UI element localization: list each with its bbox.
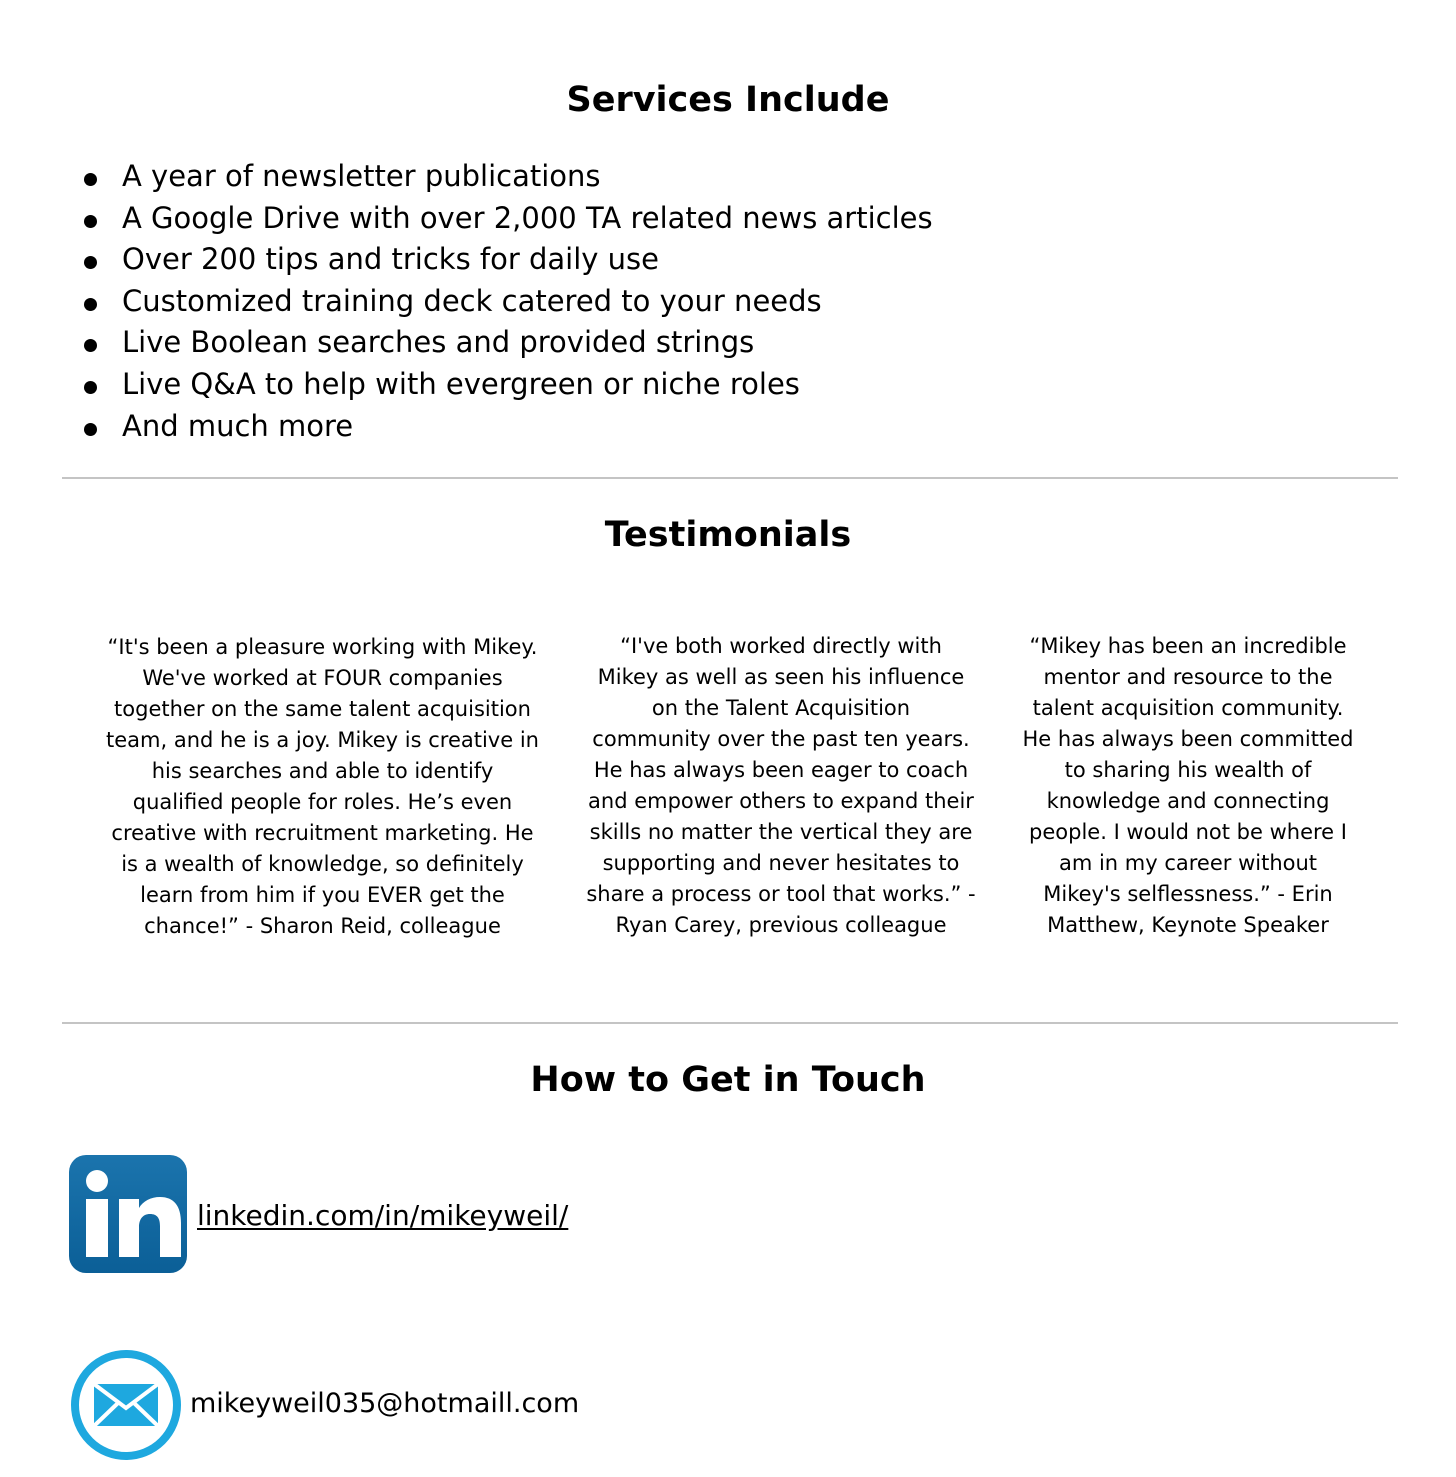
bullet-icon (84, 215, 97, 228)
services-item-text: And much more (122, 408, 354, 443)
testimonial-line: Mikey as well as seen his influence (597, 665, 965, 689)
testimonial-erin-matthew (1012, 631, 1364, 941)
testimonial-line: talent acquisition community. (1032, 696, 1344, 720)
envelope-icon[interactable] (70, 1349, 182, 1461)
testimonial-sharon-reid (100, 632, 545, 942)
testimonial-line: knowledge and connecting (1046, 789, 1330, 813)
section-divider (62, 477, 1398, 479)
testimonial-line: his searches and able to identify (151, 759, 494, 783)
linkedin-glyph (69, 1155, 187, 1273)
services-item-text: Live Q&A to help with evergreen or niche roles (122, 366, 800, 401)
envelope-glyph (70, 1349, 182, 1461)
services-list-item (84, 322, 933, 364)
bullet-icon (84, 339, 97, 352)
services-list (84, 156, 933, 447)
testimonial-line: supporting and never hesitates to (602, 851, 960, 875)
services-item-text: Customized training deck catered to your needs (122, 283, 822, 318)
testimonial-line: share a process or tool that works.” - (586, 882, 976, 906)
testimonial-line: He has always been eager to coach (593, 758, 969, 782)
testimonial-line: mentor and resource to the (1043, 665, 1333, 689)
testimonial-line: creative with recruitment marketing. He (111, 821, 534, 845)
testimonial-line: learn from him if you EVER get the (140, 883, 505, 907)
testimonial-line: We've worked at FOUR companies (142, 666, 503, 690)
testimonial-line: “It's been a pleasure working with Mikey. (107, 635, 538, 659)
testimonial-line: “I've both worked directly with (620, 634, 942, 658)
bullet-icon (84, 256, 97, 269)
bullet-icon (84, 173, 97, 186)
services-list-item (84, 281, 933, 323)
services-item-text: Live Boolean searches and provided strings (122, 325, 755, 360)
services-item-text: A Google Drive with over 2,000 TA related news articles (122, 200, 933, 235)
services-heading: Services Include (566, 80, 890, 120)
testimonial-line: together on the same talent acquisition (114, 697, 531, 721)
testimonial-line: to sharing his wealth of (1064, 758, 1312, 782)
testimonial-line: and empower others to expand their (588, 789, 974, 813)
testimonial-line: Ryan Carey, previous colleague (615, 913, 947, 937)
services-item-text: A year of newsletter publications (122, 159, 601, 193)
testimonial-line: is a wealth of knowledge, so definitely (121, 852, 524, 876)
services-list-item (84, 156, 933, 198)
testimonial-line: community over the past ten years. (592, 727, 970, 751)
testimonial-line: “Mikey has been an incredible (1029, 634, 1347, 658)
bullet-icon (84, 381, 97, 394)
testimonial-line: am in my career without (1058, 851, 1318, 875)
testimonial-line: skills no matter the vertical they are (589, 820, 973, 844)
email-address[interactable]: mikeyweil035@hotmaill.com (190, 1388, 580, 1419)
bullet-icon (84, 298, 97, 311)
testimonial-line: qualified people for roles. He’s even (132, 790, 513, 814)
services-list-item (84, 406, 933, 448)
testimonial-line: chance!” - Sharon Reid, colleague (144, 914, 501, 938)
bullet-icon (84, 423, 97, 436)
services-item-text: Over 200 tips and tricks for daily use (122, 242, 659, 277)
services-list-item (84, 239, 933, 281)
testimonials-heading: Testimonials (604, 515, 852, 555)
contact-heading: How to Get in Touch (530, 1060, 926, 1100)
testimonial-line: on the Talent Acquisition (651, 696, 911, 720)
testimonial-line: people. I would not be where I (1029, 820, 1347, 844)
linkedin-profile-link[interactable]: linkedin.com/in/mikeyweil/ (197, 1199, 569, 1232)
section-divider (62, 1022, 1398, 1024)
testimonial-ryan-carey (578, 631, 984, 941)
services-list-item (84, 364, 933, 406)
testimonial-line: team, and he is a joy. Mikey is creative in (106, 728, 539, 752)
services-list-item (84, 198, 933, 240)
linkedin-icon[interactable] (69, 1155, 187, 1273)
testimonial-line: Mikey's selflessness.” - Erin (1043, 882, 1333, 906)
testimonial-line: He has always been committed (1022, 727, 1354, 751)
testimonial-line: Matthew, Keynote Speaker (1047, 913, 1329, 937)
